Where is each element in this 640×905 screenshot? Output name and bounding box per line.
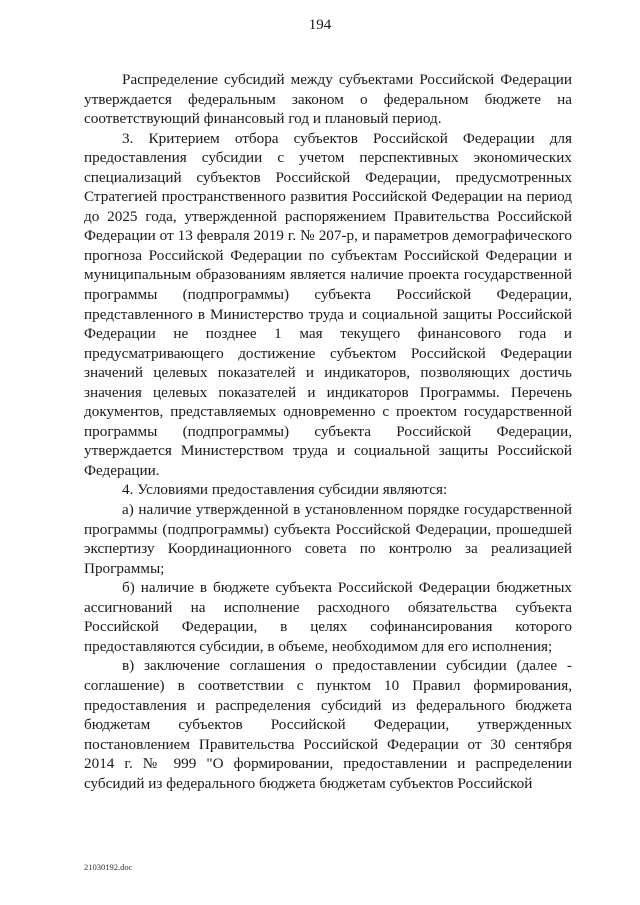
paragraph-condition-a: а) наличие утвержденной в установленном порядке государственной программы (подпрограммы) субъекта Российской Федерации, прошедшей экспертизу Координационного совета по контролю за реализацией Программы; — [84, 501, 572, 577]
footer-doc-code: 21030192.doc — [84, 862, 133, 872]
paragraph-conditions-heading: 4. Условиями предоставления субсидии являются: — [122, 481, 448, 499]
paragraph-condition-b: б) наличие в бюджете субъекта Российской Федерации бюджетных ассигнований на исполнение расходного обязательства субъекта Российской Федерации, в целях софинансирования которого предоставляются субсидии, в объеме, необходимом для его исполнения; — [84, 579, 572, 655]
paragraph-criterion: 3. Критерием отбора субъектов Российской Федерации для предоставления субсидии с учетом перспективных экономических специализаций субъектов Российской Федерации, предусмотренных Стратегией пространственного развития Российской Федерации на период до 2025 года, утвержденной распоряжением Правительства Российской Федерации от 13 февраля 2019 г. № 207-р, и параметров демографического прогноза Российской Федерации по субъектам Российской Федерации и муниципальным образованиям является наличие проекта государственной программы (подпрограммы) субъекта Российской Федерации, представленного в Министерство труда и социальной защиты Российской Федерации не позднее 1 мая текущего финансового года и предусматривающего достижение субъектом Российской Федерации значений целевых показателей и индикаторов, позволяющих достичь значения целевых показателей и индикаторов Программы. Перечень документов, представляемых одновременно с проектом государственной программы (подпрограммы) субъекта Российской Федерации, утверждается Министерством труда и социальной защиты Российской Федерации. — [84, 129, 572, 479]
paragraph-distribution: Распределение субсидий между субъектами Российской Федерации утверждается федеральным законом о федеральном бюджете на соответствующий финансовый год и плановый период. — [84, 71, 572, 128]
paragraph-condition-v: в) заключение соглашения о предоставлении субсидии (далее - соглашение) в соответствии с пунктом 10 Правил формирования, предоставления и распределения субсидий из федерального бюджета бюджетам субъектов Российской Федерации, утвержденных постановлением Правительства Российской Федерации от 30 сентября 2014 г. № 999 "О формировании, предоставлении и распределении субсидий из федерального бюджета бюджетам субъектов Российской — [84, 657, 572, 792]
document-body — [84, 70, 572, 793]
page-number: 194 — [308, 17, 332, 33]
